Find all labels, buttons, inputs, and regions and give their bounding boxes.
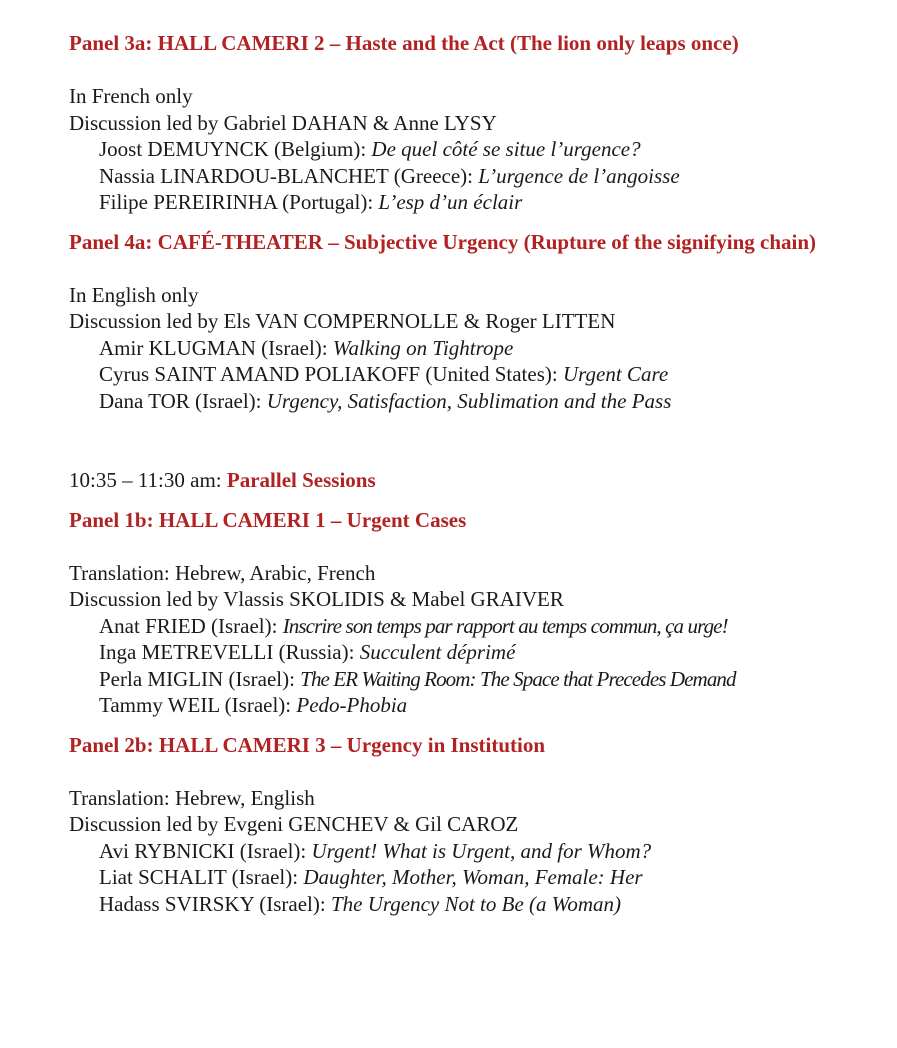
panel-language: In French only (69, 84, 193, 108)
talk-speaker: Liat SCHALIT (Israel): (99, 865, 304, 889)
talk-speaker: Dana TOR (Israel): (99, 388, 267, 413)
talk-speaker: Inga METREVELLI (Russia): (99, 640, 360, 664)
talk-item (69, 838, 869, 865)
talk-title: Succulent déprimé (359, 640, 516, 664)
talk-title: Urgent! What is Urgent, and for Whom? (311, 838, 652, 863)
panel-2b (69, 732, 869, 918)
talk-item (69, 864, 869, 891)
talk-title: The ER Waiting Room: The Space that Precedes Demand (300, 666, 736, 691)
talk-speaker: Filipe PEREIRINHA (Portugal): (99, 190, 379, 214)
talk-title: L’urgence de l’angoisse (478, 163, 680, 188)
talk-item (69, 335, 869, 362)
session-time: 10:35 – 11:30 am: (69, 468, 227, 492)
talk-title: Inscrire son temps par rapport au temps commun, ça urge! (282, 613, 728, 638)
panel-1b (69, 507, 869, 719)
talk-speaker: Cyrus SAINT AMAND POLIAKOFF (United States): (99, 362, 563, 386)
talk-item (69, 613, 869, 640)
panel-title: Panel 4a: CAFÉ-THEATER – Subjective Urgency (Rupture of the signifying chain) (69, 229, 817, 254)
talk-speaker: Perla MIGLIN (Israel): (99, 666, 301, 691)
talk-title: Urgency, Satisfaction, Sublimation and the Pass (266, 388, 672, 413)
panel-language: Translation: Hebrew, English (69, 785, 315, 810)
talk-speaker: Tammy WEIL (Israel): (99, 693, 297, 717)
talk-item (69, 891, 869, 918)
talk-item (69, 163, 869, 190)
talk-item (69, 189, 869, 216)
talk-title: Pedo-Phobia (296, 693, 408, 717)
panel-3a (69, 30, 869, 216)
panel-discussion: Discussion led by Gabriel DAHAN & Anne LYSY (69, 110, 497, 135)
talk-speaker: Amir KLUGMAN (Israel): (99, 335, 333, 360)
panel-title: Panel 2b: HALL CAMERI 3 – Urgency in Institution (69, 732, 546, 757)
session-label: Parallel Sessions (226, 468, 376, 492)
talk-item (69, 361, 869, 388)
talk-speaker: Hadass SVIRSKY (Israel): (99, 891, 331, 916)
talk-title: Daughter, Mother, Woman, Female: Her (303, 865, 643, 889)
program-page (69, 30, 869, 917)
talk-title: L’esp d’un éclair (378, 190, 523, 214)
talk-title: Walking on Tightrope (332, 335, 514, 360)
panel-discussion: Discussion led by Vlassis SKOLIDIS & Mabel GRAIVER (69, 587, 564, 611)
talk-item (69, 666, 869, 693)
session-time-line (69, 467, 869, 494)
panel-language: Translation: Hebrew, Arabic, French (69, 560, 376, 585)
talk-item (69, 388, 869, 415)
panel-title: Panel 3a: HALL CAMERI 2 – Haste and the Act (The lion only leaps once) (69, 31, 739, 55)
talk-speaker: Avi RYBNICKI (Israel): (99, 838, 312, 863)
talk-item (69, 639, 869, 666)
panel-discussion: Discussion led by Evgeni GENCHEV & Gil CAROZ (69, 812, 519, 836)
panel-4a (69, 229, 869, 415)
talk-speaker: Joost DEMUYNCK (Belgium): (99, 137, 372, 161)
panel-title: Panel 1b: HALL CAMERI 1 – Urgent Cases (69, 507, 467, 532)
panel-language: In English only (69, 282, 199, 307)
talk-item (69, 692, 869, 719)
talk-speaker: Anat FRIED (Israel): (99, 613, 283, 638)
talk-title: De quel côté se situe l’urgence? (371, 137, 641, 161)
talk-title: The Urgency Not to Be (a Woman) (330, 891, 621, 916)
talk-title: Urgent Care (562, 362, 669, 386)
talk-item (69, 136, 869, 163)
panel-discussion: Discussion led by Els VAN COMPERNOLLE & Roger LITTEN (69, 309, 616, 333)
talk-speaker: Nassia LINARDOU-BLANCHET (Greece): (99, 163, 479, 188)
